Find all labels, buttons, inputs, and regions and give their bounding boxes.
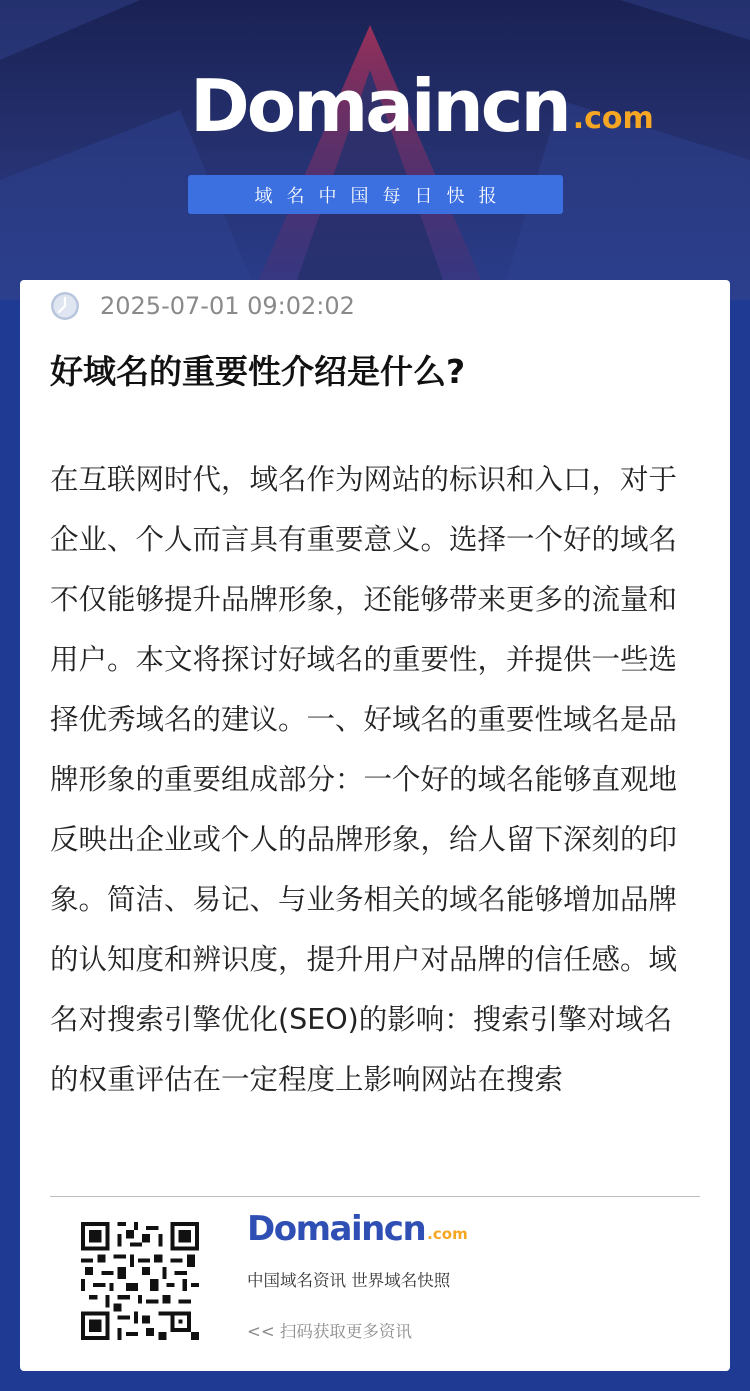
- publish-date-row: [50, 290, 355, 322]
- footer-logo: [247, 1209, 468, 1249]
- logo-suffix-text: .com: [572, 101, 654, 136]
- clock-icon: [50, 291, 80, 321]
- scan-qr-tip: << 扫码获取更多资讯: [247, 1322, 412, 1341]
- qr-code-icon: [81, 1222, 199, 1340]
- banner-background-graphic: [0, 0, 750, 300]
- footer-logo-suffix-text: .com: [427, 1225, 468, 1243]
- tagline-banner: 域名中国每日快报: [188, 175, 563, 214]
- article-card: [20, 280, 730, 1371]
- article-body: 在互联网时代，域名作为网站的标识和入口，对于企业、个人而言具有重要意义。选择一个好的域名不仅能够提升品牌形象，还能够带来更多的流量和用户。本文将探讨好域名的重要性，并提供一些选择优秀域名的建议。一、好域名的重要性域名是品牌形象的重要组成部分：一个好的域名能够直观地反映出企业或个人的品牌形象，给人留下深刻的印象。简洁、易记、与业务相关的域名能够增加品牌的认知度和辨识度，提升用户对品牌的信任感。域名对搜索引擎优化(SEO)的影响：搜索引擎对域名的权重评估在一定程度上影响网站在搜索: [50, 463, 678, 1096]
- article-title: 好域名的重要性介绍是什么?: [50, 352, 466, 391]
- footer-slogan: 中国域名资讯 世界域名快照: [247, 1271, 451, 1290]
- footer-logo-main-text: Domaincn: [247, 1209, 426, 1249]
- publish-datetime: 2025-07-01 09:02:02: [100, 292, 355, 320]
- footer-divider: [50, 1196, 700, 1197]
- logo-main-text: Domaincn: [190, 64, 569, 148]
- site-logo: [190, 52, 654, 148]
- header-banner: [0, 0, 750, 300]
